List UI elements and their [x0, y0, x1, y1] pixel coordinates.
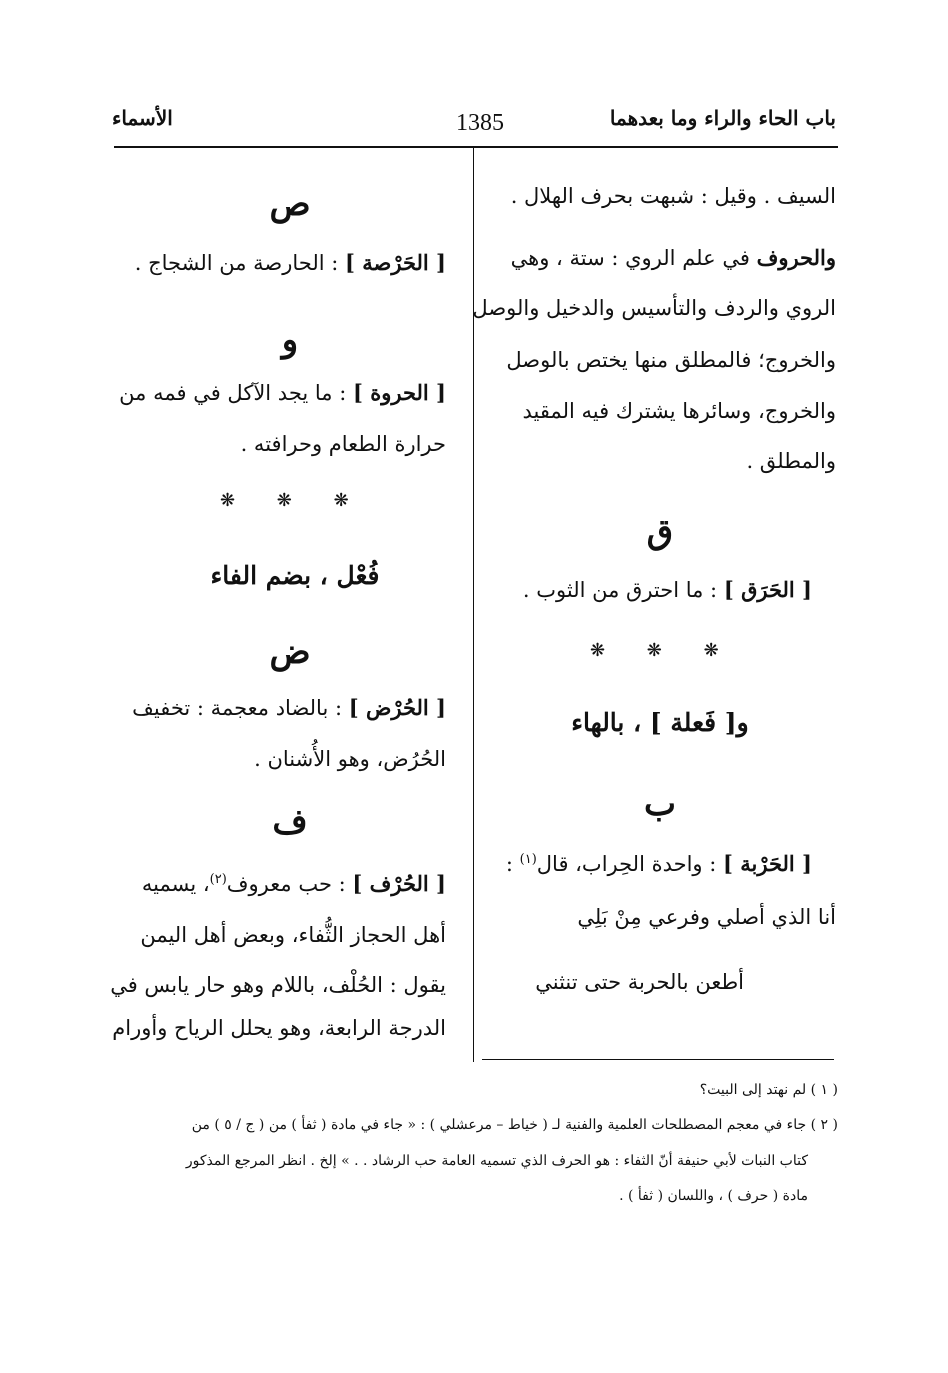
- chapter-heading: باب الحاء والراء وما بعدهما: [609, 106, 836, 130]
- verse-line-1: أنا الذي أصلي وفرعي مِنْ بَلِي: [577, 905, 836, 929]
- entry-harwa-definition: : ما يجد الآكل في فمه من: [119, 381, 347, 405]
- entry-harba-colon: :: [505, 852, 513, 876]
- entry-hurd-line-1: [132, 683, 446, 733]
- footnote-rule: [482, 1059, 834, 1060]
- footnote-2-line-3: مادة ( حرف ) ، واللسان ( ثفأ ) .: [619, 1188, 808, 1204]
- entry-hurd-headword: [ الحُرْض ]: [348, 695, 446, 720]
- letter-heading-dad: ض: [269, 632, 311, 672]
- section-heading: الأسماء: [112, 106, 173, 130]
- footnote-2-line-2: كتاب النبات لأبي حنيفة أنّ الثفاء : هو الحرف الذي تسميه العامة حب الرشاد . . » إلخ . انظر المرجع المذكور: [185, 1153, 808, 1169]
- section-title-fuel: فُعْل ، بضم الفاء: [210, 561, 380, 590]
- letter-heading-qaf: ق: [646, 512, 674, 552]
- footnote-2-line-1: ( ٢ ) جاء في معجم المصطلحات العلمية والفنية لـ ( خياط – مرعشلي ) : « جاء في مادة ( ثفأ ) من ( ج / ٥ ) من: [191, 1117, 838, 1133]
- entry-harba: [506, 835, 812, 889]
- entry-harwa-line-2: حرارة الطعام وحرافته .: [240, 432, 446, 456]
- separator-stars: ❋ ❋ ❋: [220, 490, 367, 511]
- entry-hurf-definition-cont: ، يسميه: [141, 872, 210, 896]
- paragraph-rhyme-line-4: والخروج، وسائرها يشترك فيه المقيد: [522, 399, 836, 423]
- paragraph-rhyme-line-1: [511, 233, 836, 283]
- paragraph-rhyme-line-3: والخروج؛ فالمطلق منها يختص بالوصل: [506, 348, 836, 372]
- entry-haraq: [523, 565, 812, 615]
- separator-stars: ❋ ❋ ❋: [590, 640, 737, 661]
- entry-harsa-definition: : الحارصة من الشجاج .: [134, 251, 339, 275]
- footnote-1: ( ١ ) لم نهتد إلى البيت؟: [699, 1082, 838, 1098]
- entry-harsa: [135, 238, 446, 288]
- entry-hurf-line-3: يقول : الحُلْف، باللام وهو حار يابس في: [110, 973, 446, 997]
- entry-harsa-headword: [ الحَرْصة ]: [345, 250, 446, 275]
- letter-heading-sad: ص: [269, 184, 311, 224]
- entry-haraq-definition: : ما احترق من الثوب .: [522, 578, 718, 602]
- letter-heading-ba: ب: [643, 784, 676, 824]
- entry-hurf-definition: : حب معروف: [226, 872, 346, 896]
- paragraph-rhyme-text: في علم الروي : ستة ، وهي: [510, 246, 750, 270]
- entry-hurf-line-2: أهل الحجاز الثُّفاء، وبعض أهل اليمن: [140, 923, 446, 947]
- letter-heading-waw: و: [281, 320, 299, 360]
- entry-hurf-headword: [ الحُرْف ]: [352, 871, 446, 896]
- page-number: 1385: [456, 110, 504, 136]
- paragraph-sword: السيف . وقيل : شبهت بحرف الهلال .: [510, 184, 836, 208]
- entry-hurf-line-4: الدرجة الرابعة، وهو يحلل الرياح وأورام: [112, 1016, 446, 1040]
- entry-harwa-headword: [ الحروة ]: [352, 380, 446, 405]
- entry-haraq-headword: [ الحَرَق ]: [723, 577, 812, 602]
- entry-harba-headword: [ الحَرْبة ]: [723, 851, 812, 876]
- entry-hurd-definition: : بالضاد معجمة : تخفيف: [132, 696, 343, 720]
- header-rule: [114, 146, 838, 148]
- entry-harba-definition: : واحدة الحِراب، قال: [536, 852, 717, 876]
- section-title-faala: و[ فَعلة ] ، بالهاء: [571, 708, 749, 737]
- verse-line-2: أطعن بالحربة حتى تنثني: [535, 970, 744, 994]
- letter-heading-fa: ف: [272, 802, 308, 842]
- entry-harwa-line-1: [119, 368, 446, 418]
- entry-hurd-line-2: الحُرُض، وهو الأُشنان .: [254, 747, 446, 771]
- term-hurouf: والحروف: [756, 245, 836, 270]
- footnote-ref-1: (١): [519, 852, 537, 867]
- entry-hurf-line-1: [142, 855, 446, 909]
- footnote-ref-2: (٢): [209, 872, 227, 887]
- paragraph-rhyme-line-5: والمطلق .: [746, 449, 836, 473]
- paragraph-rhyme-line-2: الروي والردف والتأسيس والدخيل والوصل: [472, 296, 836, 320]
